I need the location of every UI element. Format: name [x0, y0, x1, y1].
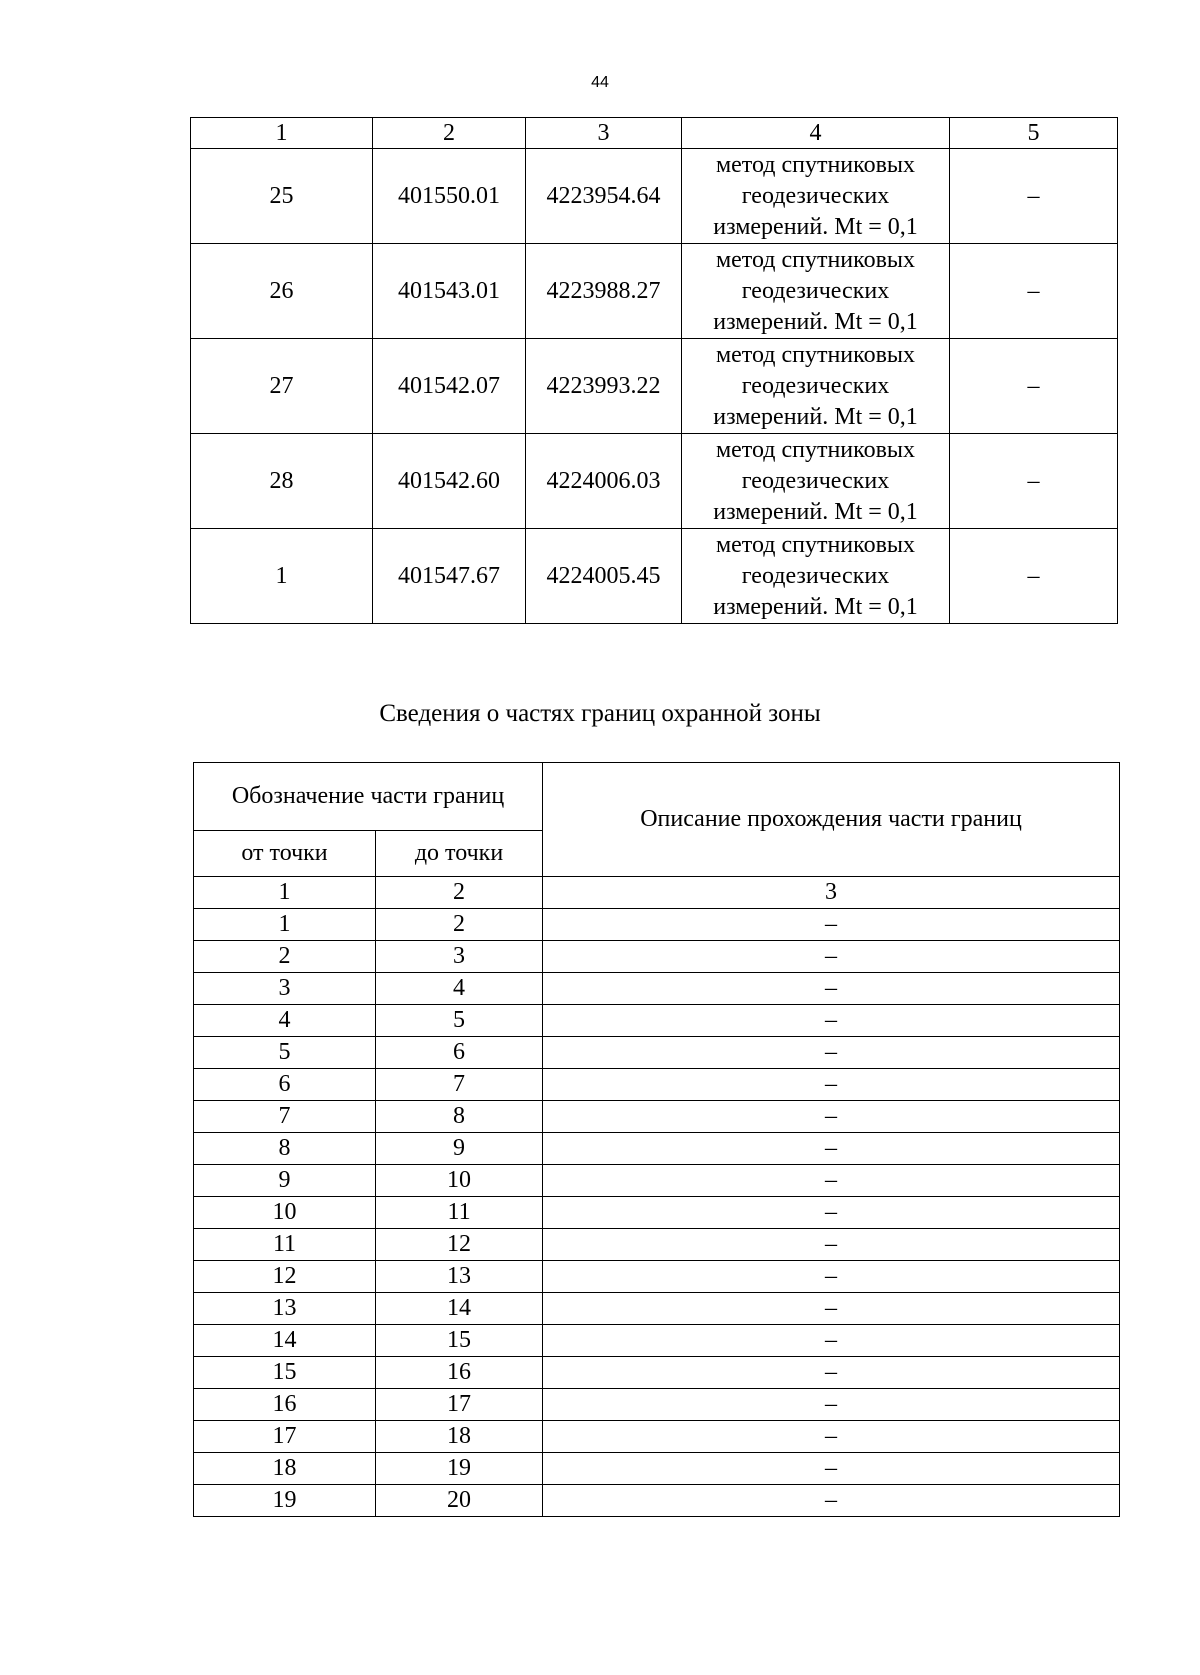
point-number-cell: 26	[191, 244, 373, 339]
from-point-cell: 3	[194, 973, 376, 1005]
table-row	[191, 434, 1118, 529]
from-point-cell: 2	[194, 941, 376, 973]
description-cell: –	[543, 1293, 1120, 1325]
table-row	[194, 1421, 1120, 1453]
description-cell: –	[543, 1389, 1120, 1421]
from-point-cell: 5	[194, 1037, 376, 1069]
column-number-header: 5	[950, 118, 1118, 149]
from-point-cell: 4	[194, 1005, 376, 1037]
method-text-line: геодезических	[741, 467, 890, 494]
coordinates-table	[190, 117, 1118, 624]
x-coordinate-cell: 401547.67	[373, 529, 526, 624]
from-point-cell: 7	[194, 1101, 376, 1133]
determination-method-cell	[682, 149, 950, 244]
table-row	[194, 1197, 1120, 1229]
description-cell: –	[543, 1325, 1120, 1357]
table-row	[191, 149, 1118, 244]
note-cell: –	[950, 149, 1118, 244]
x-coordinate-cell: 401542.07	[373, 339, 526, 434]
method-text-line: метод спутниковых	[715, 436, 916, 463]
table-row	[194, 1069, 1120, 1101]
table-row	[194, 909, 1120, 941]
method-text-line: измерений. Mt = 0,1	[713, 308, 918, 335]
column-number-header: 3	[543, 877, 1120, 909]
column-number-header: 2	[373, 118, 526, 149]
method-text-line: метод спутниковых	[715, 246, 916, 273]
determination-method-cell	[682, 339, 950, 434]
description-cell: –	[543, 1133, 1120, 1165]
to-point-cell: 4	[376, 973, 543, 1005]
y-coordinate-cell: 4223954.64	[526, 149, 682, 244]
table-row	[194, 1229, 1120, 1261]
table-row	[194, 941, 1120, 973]
y-coordinate-cell: 4224006.03	[526, 434, 682, 529]
method-text-line: геодезических	[741, 277, 890, 304]
table-row	[191, 339, 1118, 434]
to-point-cell: 11	[376, 1197, 543, 1229]
description-cell: –	[543, 1037, 1120, 1069]
table-row	[191, 244, 1118, 339]
parts-column-numbers-row	[194, 877, 1120, 909]
y-coordinate-cell: 4223988.27	[526, 244, 682, 339]
from-point-cell: 11	[194, 1229, 376, 1261]
description-cell: –	[543, 1069, 1120, 1101]
to-point-cell: 2	[376, 909, 543, 941]
table-row	[194, 1293, 1120, 1325]
to-point-cell: 16	[376, 1357, 543, 1389]
table-row	[194, 1165, 1120, 1197]
note-cell: –	[950, 434, 1118, 529]
description-cell: –	[543, 1453, 1120, 1485]
description-cell: –	[543, 1357, 1120, 1389]
description-cell: –	[543, 1165, 1120, 1197]
column-number-header: 3	[526, 118, 682, 149]
table-row	[194, 1261, 1120, 1293]
point-number-cell: 25	[191, 149, 373, 244]
to-point-cell: 14	[376, 1293, 543, 1325]
to-point-cell: 17	[376, 1389, 543, 1421]
from-point-cell: 10	[194, 1197, 376, 1229]
description-cell: –	[543, 1261, 1120, 1293]
table-row	[194, 1037, 1120, 1069]
method-text-line: геодезических	[741, 372, 890, 399]
to-point-cell: 6	[376, 1037, 543, 1069]
boundary-description-header: Описание прохождения части границ	[543, 763, 1120, 877]
from-point-cell: 16	[194, 1389, 376, 1421]
from-point-cell: 9	[194, 1165, 376, 1197]
method-text-line: измерений. Mt = 0,1	[713, 403, 918, 430]
to-point-header: до точки	[376, 831, 543, 877]
to-point-cell: 5	[376, 1005, 543, 1037]
method-text-line: геодезических	[741, 182, 890, 209]
method-text-line: измерений. Mt = 0,1	[713, 213, 918, 240]
description-cell: –	[543, 909, 1120, 941]
to-point-cell: 20	[376, 1485, 543, 1517]
description-cell: –	[543, 1005, 1120, 1037]
y-coordinate-cell: 4223993.22	[526, 339, 682, 434]
x-coordinate-cell: 401550.01	[373, 149, 526, 244]
column-number-header: 1	[191, 118, 373, 149]
table-row	[194, 1453, 1120, 1485]
method-text-line: метод спутниковых	[715, 151, 916, 178]
table-row	[194, 1485, 1120, 1517]
to-point-cell: 9	[376, 1133, 543, 1165]
note-cell: –	[950, 529, 1118, 624]
determination-method-cell	[682, 244, 950, 339]
method-text-line: измерений. Mt = 0,1	[713, 593, 918, 620]
to-point-cell: 3	[376, 941, 543, 973]
boundary-parts-table-body	[194, 909, 1120, 1517]
table-row	[194, 1133, 1120, 1165]
coordinates-table-body	[191, 149, 1118, 624]
from-point-cell: 18	[194, 1453, 376, 1485]
point-number-cell: 28	[191, 434, 373, 529]
to-point-cell: 12	[376, 1229, 543, 1261]
determination-method-cell	[682, 434, 950, 529]
to-point-cell: 13	[376, 1261, 543, 1293]
to-point-cell: 8	[376, 1101, 543, 1133]
from-point-cell: 6	[194, 1069, 376, 1101]
method-text-line: метод спутниковых	[715, 341, 916, 368]
description-cell: –	[543, 973, 1120, 1005]
point-number-cell: 27	[191, 339, 373, 434]
note-cell: –	[950, 244, 1118, 339]
description-cell: –	[543, 1421, 1120, 1453]
x-coordinate-cell: 401543.01	[373, 244, 526, 339]
from-point-cell: 17	[194, 1421, 376, 1453]
note-cell: –	[950, 339, 1118, 434]
method-text-line: метод спутниковых	[715, 531, 916, 558]
to-point-cell: 18	[376, 1421, 543, 1453]
boundary-part-designation-header: Обозначение части границ	[194, 763, 543, 831]
table-row	[194, 1389, 1120, 1421]
from-point-cell: 19	[194, 1485, 376, 1517]
y-coordinate-cell: 4224005.45	[526, 529, 682, 624]
description-cell: –	[543, 1229, 1120, 1261]
from-point-cell: 13	[194, 1293, 376, 1325]
from-point-header: от точки	[194, 831, 376, 877]
description-cell: –	[543, 941, 1120, 973]
to-point-cell: 15	[376, 1325, 543, 1357]
table-row	[194, 1005, 1120, 1037]
x-coordinate-cell: 401542.60	[373, 434, 526, 529]
method-text-line: измерений. Mt = 0,1	[713, 498, 918, 525]
column-number-header: 2	[376, 877, 543, 909]
from-point-cell: 12	[194, 1261, 376, 1293]
method-text-line: геодезических	[741, 562, 890, 589]
table-row	[194, 973, 1120, 1005]
to-point-cell: 10	[376, 1165, 543, 1197]
to-point-cell: 7	[376, 1069, 543, 1101]
table-row	[194, 1357, 1120, 1389]
column-number-header: 4	[682, 118, 950, 149]
table-row	[194, 1101, 1120, 1133]
section-title: Сведения о частях границ охранной зоны	[379, 700, 821, 727]
to-point-cell: 19	[376, 1453, 543, 1485]
table-row	[194, 1325, 1120, 1357]
boundary-parts-table	[193, 762, 1120, 1517]
point-number-cell: 1	[191, 529, 373, 624]
description-cell: –	[543, 1101, 1120, 1133]
description-cell: –	[543, 1197, 1120, 1229]
from-point-cell: 8	[194, 1133, 376, 1165]
column-number-header: 1	[194, 877, 376, 909]
page-number: 44	[591, 74, 609, 91]
from-point-cell: 1	[194, 909, 376, 941]
parts-header-row	[194, 763, 1120, 831]
determination-method-cell	[682, 529, 950, 624]
table-row	[191, 529, 1118, 624]
coordinates-header-row	[191, 118, 1118, 149]
from-point-cell: 14	[194, 1325, 376, 1357]
from-point-cell: 15	[194, 1357, 376, 1389]
description-cell: –	[543, 1485, 1120, 1517]
